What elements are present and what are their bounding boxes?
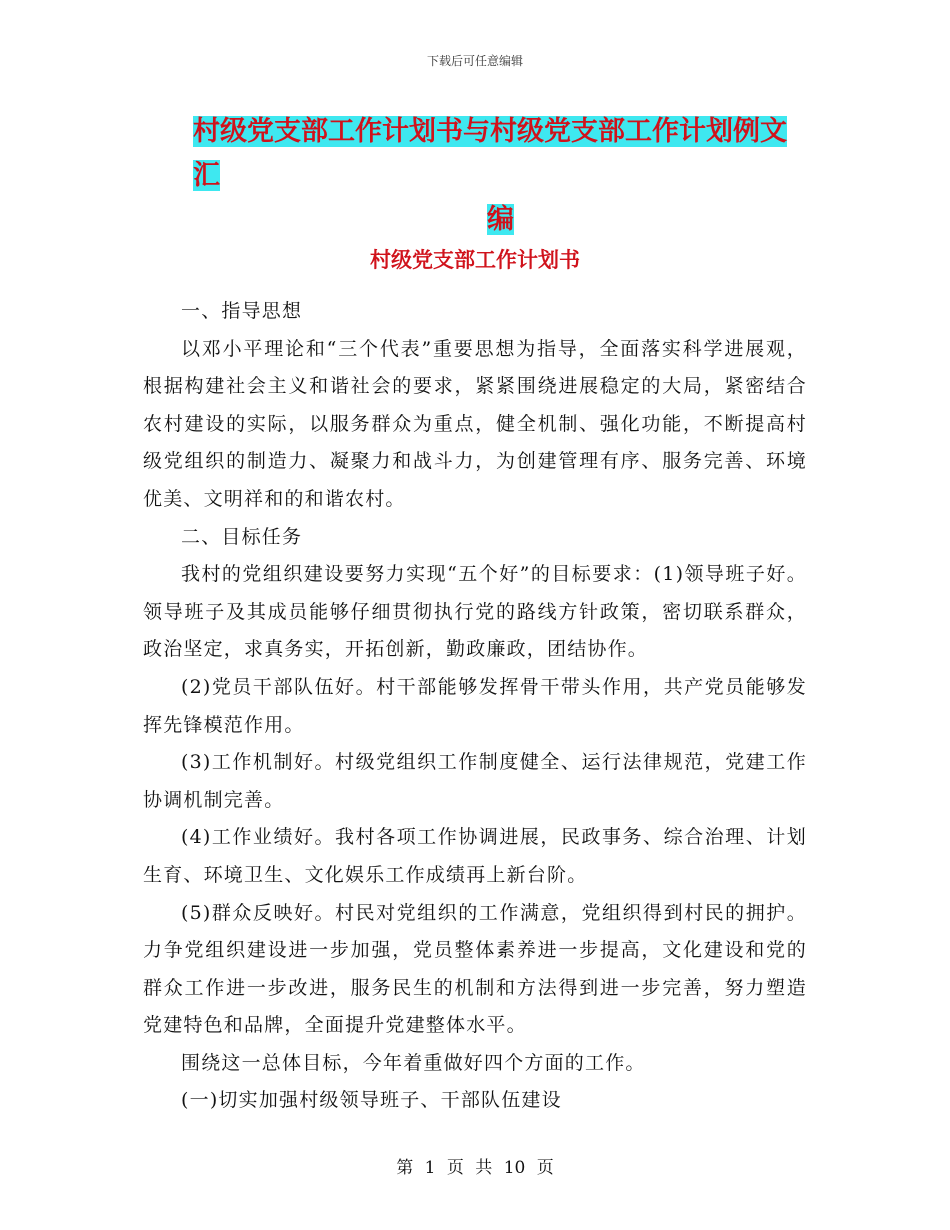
heading-guiding-ideology: 一、指导思想 — [181, 300, 303, 322]
paragraph: (一)切实加强村级领导班子、干部队伍建设 — [181, 1089, 562, 1112]
document-body — [143, 293, 807, 1120]
section-title: 村级党支部工作计划书 — [370, 247, 580, 272]
paragraph: (3)工作机制好。村级党组织工作制度健全、运行法律规范，党建工作协调机制完善。 — [143, 751, 807, 811]
header-note: 下载后可任意编辑 — [426, 54, 523, 68]
page-number: 第 1 页 共 10 页 — [396, 1158, 554, 1178]
paragraph: (5)群众反映好。村民对党组织的工作满意，党组织得到村民的拥护。力争党组织建设进一步加强，党员整体素养进一步提高，文化建设和党的群众工作进一步改进，服务民生的机制和方法得到进一步完善，努力塑造党建特色和品牌，全面提升党建整体水平。 — [143, 901, 807, 1037]
title-line-2: 编 — [487, 204, 514, 235]
paragraph: 我村的党组织建设要努力实现“五个好”的目标要求：(1)领导班子好。领导班子及其成员能够仔细贯彻执行党的路线方针政策，密切联系群众，政治坚定，求真务实，开拓创新，勤政廉政，团结协作。 — [143, 563, 807, 661]
paragraph: (2)党员干部队伍好。村干部能够发挥骨干带头作用，共产党员能够发挥先锋模范作用。 — [143, 675, 807, 736]
paragraph: 以邓小平理论和“三个代表”重要思想为指导，全面落实科学进展观，根据构建社会主义和谐社会的要求，紧紧围绕进展稳定的大局，紧密结合农村建设的实际，以服务群众为重点，健全机制、强化功能，不断提高村级党组织的制造力、凝聚力和战斗力，为创建管理有序、服务完善、环境优美、文明祥和的和谐农村。 — [143, 337, 807, 510]
heading-goals: 二、目标任务 — [181, 525, 303, 548]
document-title — [193, 110, 808, 242]
paragraph: (4)工作业绩好。我村各项工作协调进展，民政事务、综合治理、计划生育、环境卫生、文化娱乐工作成绩再上新台阶。 — [143, 826, 807, 886]
paragraph: 围绕这一总体目标，今年着重做好四个方面的工作。 — [181, 1051, 646, 1074]
title-line-1: 村级党支部工作计划书与村级党支部工作计划例文汇 — [193, 116, 787, 191]
